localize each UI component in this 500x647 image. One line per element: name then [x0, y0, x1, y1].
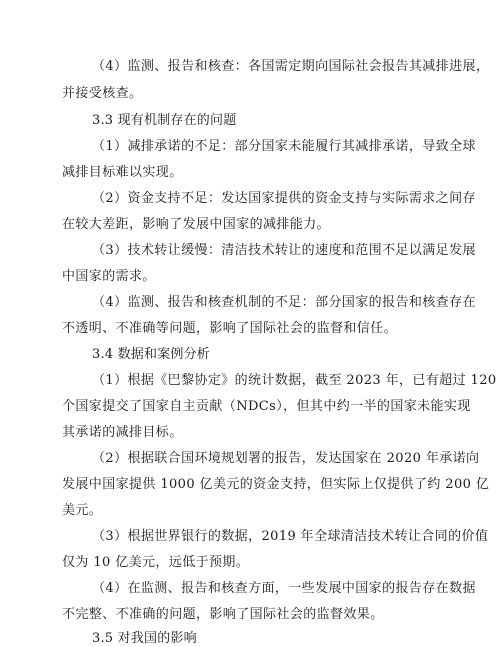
para-4-line-1: （4）监测、报告和核查：各国需定期向国际社会报告其减排进展，: [92, 59, 490, 74]
problem-3-line-1: （3）技术转让缓慢：清洁技术转让的速度和范围不足以满足发展: [92, 243, 476, 258]
case-2-line-2: 发展中国家提供 1000 亿美元的资金支持，但实际上仅提供了约 200 亿: [62, 477, 490, 492]
case-1-line-1: （1）根据《巴黎协定》的统计数据，截至 2023 年，已有超过 120: [92, 373, 497, 388]
problem-3-line-2: 中国家的需求。: [62, 269, 156, 284]
case-1-line-2: 个国家提交了国家自主贡献（NDCs），但其中约一半的国家未能实现: [62, 399, 471, 414]
case-2-line-3: 美元。: [62, 503, 103, 518]
case-3-line-1: （3）根据世界银行的数据，2019 年全球清洁技术转让合同的价值: [92, 529, 489, 544]
para-4-line-2: 并接受核查。: [62, 86, 143, 101]
section-heading-3-4: 3.4 数据和案例分析: [92, 347, 211, 362]
case-3-line-2: 仅为 10 亿美元，远低于预期。: [62, 555, 250, 570]
problem-1-line-1: （1）减排承诺的不足：部分国家未能履行其减排承诺，导致全球: [92, 139, 476, 154]
problem-2-line-1: （2）资金支持不足：发达国家提供的资金支持与实际需求之间存: [92, 191, 476, 206]
case-1-line-3: 其承诺的减排目标。: [62, 425, 183, 440]
case-2-line-1: （2）根据联合国环境规划署的报告，发达国家在 2020 年承诺向: [92, 451, 480, 466]
problem-1-line-2: 减排目标难以实现。: [62, 165, 183, 180]
problem-4-line-2: 不透明、不准确等问题，影响了国际社会的监督和信任。: [62, 321, 398, 336]
section-heading-3-5: 3.5 对我国的影响: [92, 631, 197, 646]
problem-2-line-2: 在较大差距，影响了发展中国家的减排能力。: [62, 217, 331, 232]
section-heading-3-3: 3.3 现有机制存在的问题: [92, 113, 237, 128]
case-4-line-1: （4）在监测、报告和核查方面，一些发展中国家的报告存在数据: [92, 581, 476, 596]
problem-4-line-1: （4）监测、报告和核查机制的不足：部分国家的报告和核查存在: [92, 295, 476, 310]
case-4-line-2: 不完整、不准确的问题，影响了国际社会的监督效果。: [62, 607, 384, 622]
